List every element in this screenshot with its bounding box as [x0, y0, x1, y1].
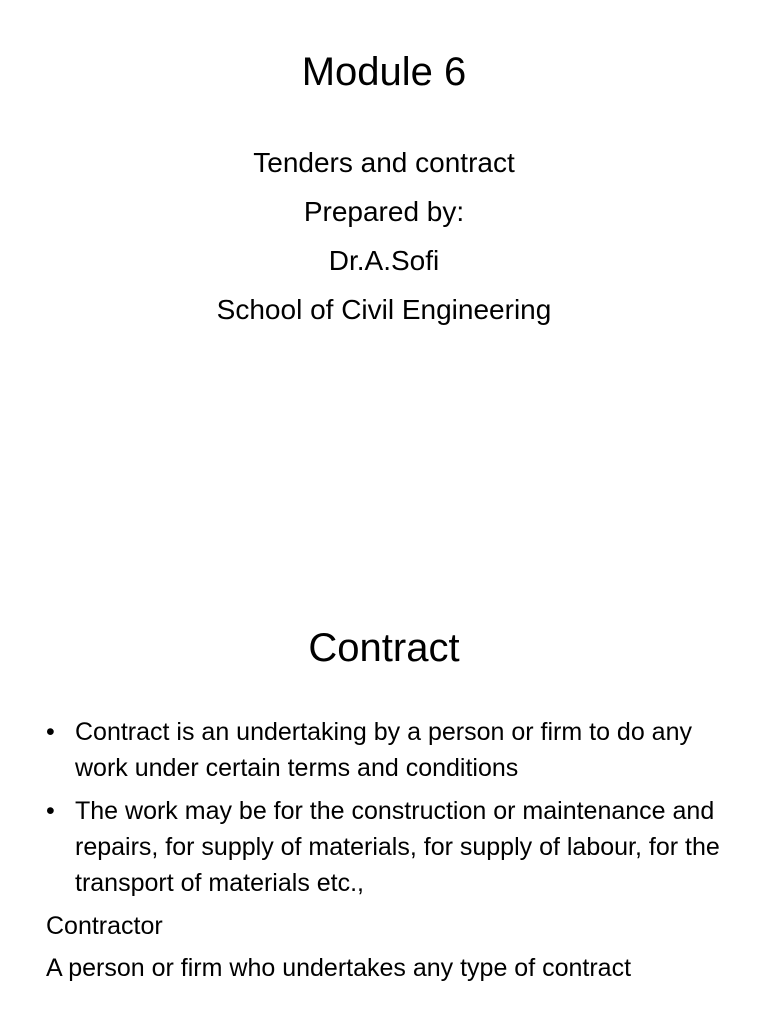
term-contractor: Contractor [46, 912, 163, 940]
bullet-item [46, 714, 726, 786]
subtitle-topic: Tenders and contract [253, 147, 515, 178]
slide-subtitle [0, 138, 768, 334]
bullet-list [46, 714, 726, 901]
slide-body [46, 714, 726, 986]
subtitle-author: Dr.A.Sofi [328, 245, 440, 276]
bullet-item [46, 793, 726, 901]
bullet-text: Contract is an undertaking by a person or firm to do any work under certain terms and conditions [75, 718, 692, 782]
bullet-icon: • [46, 718, 55, 746]
subtitle-prepared-by: Prepared by: [303, 196, 465, 227]
term-definition: A person or firm who undertakes any type of contract [46, 954, 632, 982]
slide-title: Module 6 [301, 50, 467, 94]
bullet-text: The work may be for the construction or maintenance and repairs, for supply of materials, for supply of labour, for the transport of materials etc., [75, 797, 720, 897]
bullet-icon: • [46, 797, 55, 825]
slide-contract [0, 576, 768, 1024]
slide-title: Contract [308, 626, 460, 670]
subtitle-school: School of Civil Engineering [216, 294, 552, 325]
